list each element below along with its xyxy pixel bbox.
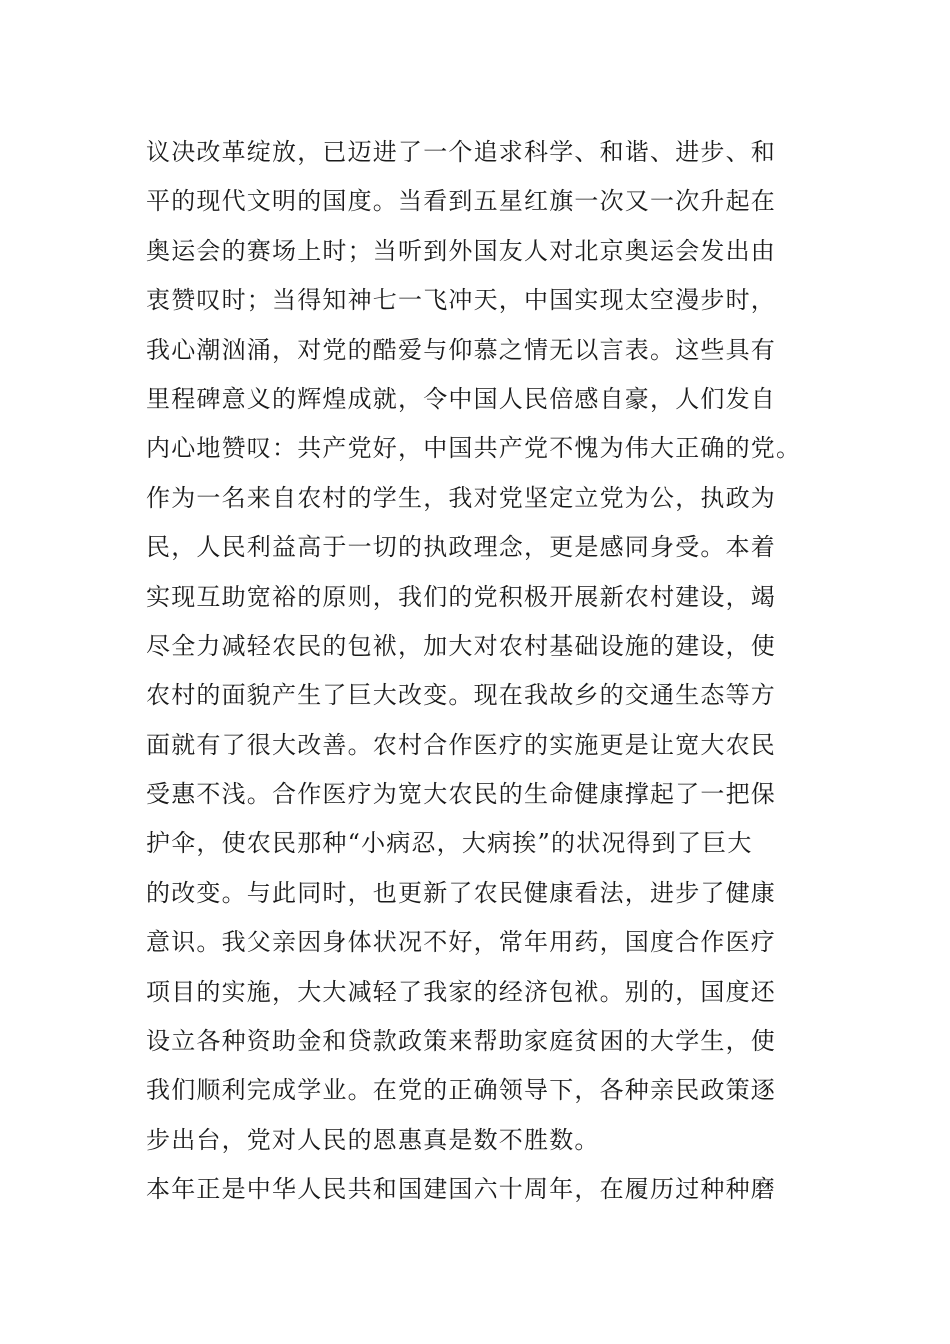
text-line: 内心地赞叹：共产党好，中国共产党不愧为伟大正确的党。	[146, 434, 802, 463]
text-line: 的改变。与此同时，也更新了农民健康看法，进步了健康	[146, 878, 776, 907]
document-body	[146, 128, 806, 1215]
text-line: 护伞，使农民那种“小病忍，大病挨”的状况得到了巨大	[146, 829, 753, 858]
text-line: 农村的面貌产生了巨大改变。现在我故乡的交通生态等方	[146, 681, 776, 710]
text-line: 受惠不浅。合作医疗为宽大农民的生命健康撑起了一把保	[146, 780, 776, 809]
text-line: 民，人民利益高于一切的执政理念，更是感同身受。本着	[146, 533, 776, 562]
text-line: 步出台，党对人民的恩惠真是数不胜数。	[146, 1125, 600, 1154]
text-line: 我心潮汹涌，对党的酷爱与仰慕之情无以言表。这些具有	[146, 335, 776, 364]
text-line: 实现互助宽裕的原则，我们的党积极开展新农村建设，竭	[146, 582, 776, 611]
text-line: 衷赞叹时；当得知神七一飞冲天，中国实现太空漫步时，	[146, 286, 776, 315]
text-line: 议决改革绽放，已迈进了一个追求科学、和谐、进步、和	[146, 138, 776, 166]
text-line: 平的现代文明的国度。当看到五星红旗一次又一次升起在	[146, 187, 776, 216]
text-line: 本年正是中华人民共和国建国六十周年，在履历过种种磨	[146, 1175, 776, 1204]
text-line: 作为一名来自农村的学生，我对党坚定立党为公，执政为	[146, 483, 776, 512]
text-line: 面就有了很大改善。农村合作医疗的实施更是让宽大农民	[146, 730, 776, 759]
text-line: 奥运会的赛场上时；当听到外国友人对北京奥运会发出由	[146, 236, 776, 265]
text-line: 尽全力减轻农民的包袱，加大对农村基础设施的建设，使	[146, 631, 776, 660]
text-line: 意识。我父亲因身体状况不好，常年用药，国度合作医疗	[146, 928, 776, 957]
text-line: 设立各种资助金和贷款政策来帮助家庭贫困的大学生，使	[146, 1027, 776, 1056]
text-line: 项目的实施，大大减轻了我家的经济包袱。别的，国度还	[146, 977, 776, 1006]
text-line: 里程碑意义的辉煌成就，令中国人民倍感自豪，人们发自	[146, 384, 776, 413]
text-line: 我们顺利完成学业。在党的正确领导下，各种亲民政策逐	[146, 1076, 776, 1105]
